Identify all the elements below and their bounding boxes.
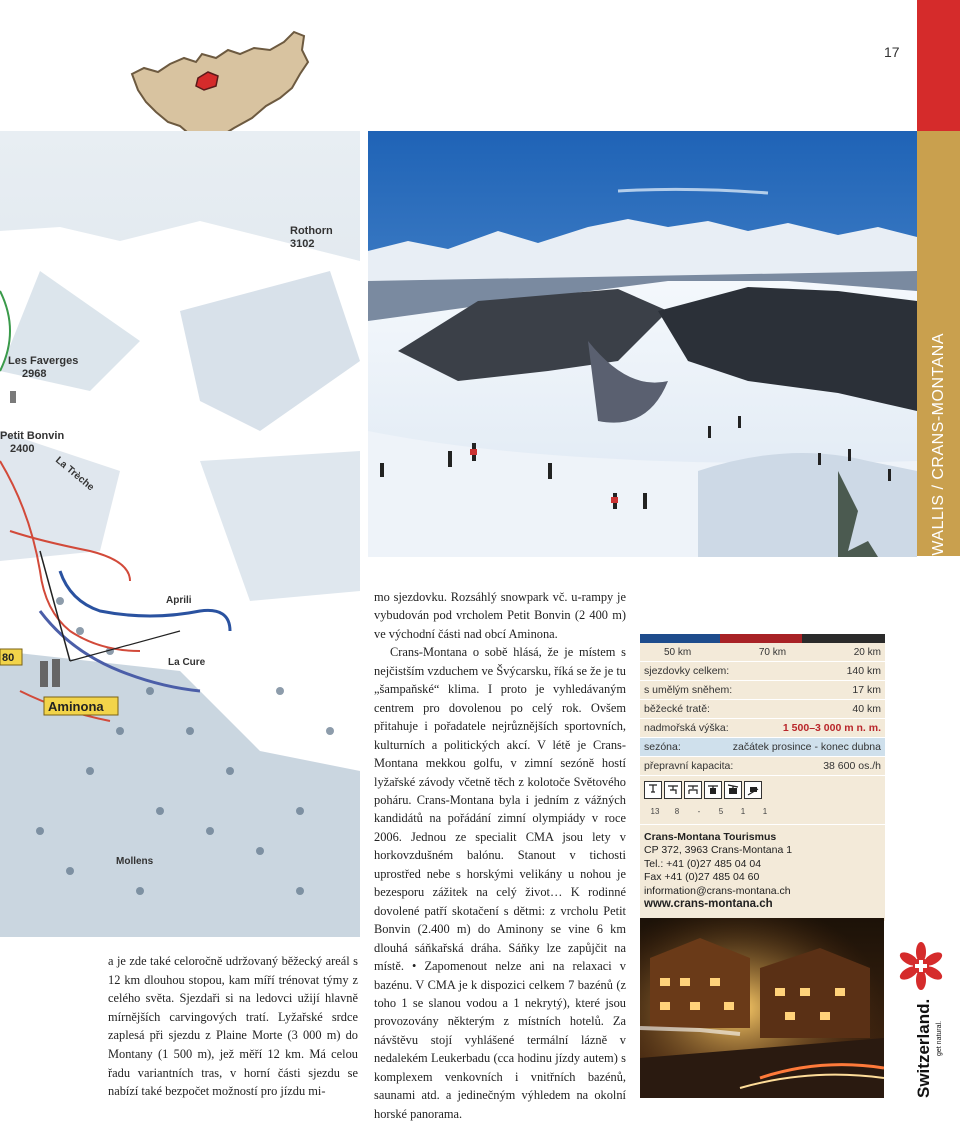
info-value: 1 500–3 000 m n. m. (782, 722, 881, 734)
lift-count: 5 (718, 807, 724, 816)
section-title: WALLIS / CRANS-MONTANA (929, 333, 947, 556)
info-value: 40 km (852, 703, 881, 715)
lift-count: 1 (762, 807, 768, 816)
info-value: 17 km (852, 684, 881, 696)
switzerland-tourism-logo (893, 940, 949, 1100)
info-value: 38 600 os./h (823, 760, 881, 772)
edelweiss-icon (898, 942, 945, 990)
info-row-artificial-snow (640, 680, 885, 699)
contact-fax: Fax +41 (0)27 485 04 60 (644, 871, 760, 884)
blue-slope-km: 50 km (664, 647, 692, 658)
map-label-cure: La Cure (168, 657, 206, 668)
contact-tel: Tel.: +41 (0)27 485 04 04 (644, 857, 762, 870)
contact-email: information@crans-montana.ch (644, 884, 791, 897)
lift-count: 1 (740, 807, 746, 816)
red-slope-km: 70 km (758, 647, 787, 658)
info-label: přepravní kapacita: (644, 760, 734, 772)
resort-info-box (640, 634, 885, 921)
info-label: sjezdovky celkem: (644, 665, 730, 677)
page-number: 17 (884, 44, 900, 60)
info-value: začátek prosince - konec dubna (732, 741, 881, 753)
cable-car-icon (724, 781, 742, 799)
tourism-contact (640, 824, 885, 921)
article-paragraph: mo sjezdovku. Rozsáhlý snowpark vč. u-rampy je vybudován pod vrcholem Petit Bonvin (2 400 m) ve východní části nad obcí Aminona. (374, 590, 626, 641)
slope-km-row (640, 643, 885, 661)
slope-color-strip (640, 634, 885, 643)
night-village-photo (640, 918, 884, 1098)
article-paragraph: Crans-Montana o sobě hlásá, že je místem s nejčistším vzduchem ve Švýcarsku, říká se že je tu „šampaňské“ klima. I proto je vyhledávaným centrem pro dovolenou po celý rok. Ovšem přitahuje i pořadatele nejrůznějších sportovních, kulturních a politických akcí. V létě je Crans-Montana mekkou golfu, v zimní sezóně hostí lyžařské závody včetně těch z kolotoče Světového poháru. Crans-Montana byla i jedním z vážných kandidátů na pořádání zimní olympiády v roce 2006. Jednou ze specialit CMA jsou lety v horkovzdušném balónu. Stanout v tichosti uprostřed nebe s horskými velikány u nohou je bezesporu zážitek na celý život… K rodinné dovolené patří skotačení s dětmi: z vrcholu Petit Bonvin (2.400 m) do Aminony se vine 6 km dlouhá sáňkařská dráha. Sáňky lze zapůjčit na místě. • Zapomenout nelze ani na relaxaci v bazénu. V CMA je k dispozici celkem 7 bazénů (z toho 1 se slanou vodou a 1 nekrytý), které jsou provozovány některým z místních hotelů. Za návštěvu stojí vyhlášené termální lázně v nedalekém Leukerbadu (cca hodinu jízdy autem) s komplexem venkovních i vnitřních bazénů, saunami atd. a jedinečným výhledem na okolní horské panorama. (374, 645, 626, 1121)
logo-tagline: get natural. (936, 1020, 943, 1056)
info-label: sezóna: (644, 741, 681, 753)
blue-slope-bar (640, 634, 720, 643)
trail-map (0, 131, 360, 937)
map-label-rothorn-alt: 3102 (290, 238, 315, 250)
info-row-altitude (640, 718, 885, 737)
info-row-capacity (640, 756, 885, 775)
red-edge-bar (917, 0, 960, 131)
chairlift-icon (664, 781, 682, 799)
lift-count: 8 (674, 807, 680, 816)
info-label: nadmořská výška: (644, 722, 729, 734)
map-label-treche: La Trèche (53, 454, 96, 494)
info-row-season (640, 737, 885, 756)
info-label: s umělým sněhem: (644, 684, 733, 696)
lift-count: 13 (650, 807, 660, 816)
info-label: běžecké tratě: (644, 703, 710, 715)
black-slope-bar (802, 634, 885, 643)
map-label-aprili: Aprili (166, 595, 192, 606)
contact-website: www.crans-montana.ch (644, 898, 773, 911)
article-text-left: a je zde také celoročně udržovaný běžecký areál s 12 km dlouhou stopou, kam míří trénovat týmy z celého světa. Sjezdaři si na ledovci užijí hlavně mírnějších carvingových tratí. Lyžařské srdce zaplesá při sjezdu z Plaine Morte (3 000 m) do Montany (1 500 m), jež měří 12 km. Má celou řadu variantních tras, v horní části sjezdu se nabízí také bezpočet možností pro jízdu mi- (108, 954, 358, 1099)
contact-address: CP 372, 3963 Crans-Montana 1 (644, 844, 793, 857)
red-slope-bar (720, 634, 802, 643)
map-label-bonvin-alt: 2400 (10, 443, 35, 455)
info-row-slopes-total (640, 661, 885, 680)
logo-wordmark: Switzerland. (914, 998, 933, 1098)
gondola-icon (704, 781, 722, 799)
map-label-rothorn: Rothorn (290, 225, 333, 237)
section-title-band (917, 131, 960, 556)
map-label-bonvin: Petit Bonvin (0, 430, 65, 442)
info-row-cross-country (640, 699, 885, 718)
map-label-faverges-alt: 2968 (22, 368, 47, 380)
lift-types (640, 775, 885, 824)
map-label-mollens: Mollens (116, 856, 154, 867)
black-slope-km: 20 km (853, 647, 881, 658)
map-label-faverges: Les Faverges (8, 355, 79, 367)
lift-count: - (697, 807, 701, 816)
lift-counts (644, 807, 881, 816)
map-label-aminona: Aminona (48, 699, 104, 714)
funicular-icon (744, 781, 762, 799)
article-text-middle (374, 588, 626, 1123)
drag-lift-icon (644, 781, 662, 799)
ski-slope-photo (368, 131, 917, 557)
contact-name: Crans-Montana Tourismus (644, 831, 777, 843)
chairlift-2-icon (684, 781, 702, 799)
info-value: 140 km (846, 665, 881, 677)
map-label-lift-80: 80 (2, 652, 15, 664)
